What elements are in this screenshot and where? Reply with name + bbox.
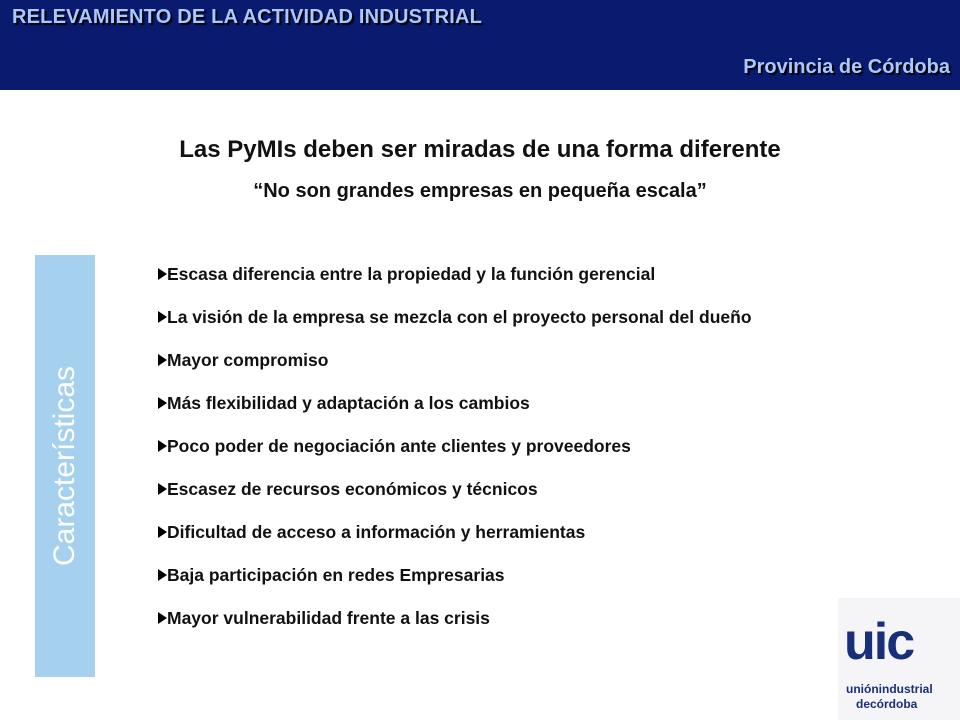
arrow-bullet-icon: [158, 354, 167, 366]
list-item: [150, 305, 870, 330]
list-item-text: Mayor compromiso: [167, 350, 329, 370]
list-item-text: Poco poder de negociación ante clientes y proveedores: [167, 436, 631, 456]
list-item: [150, 348, 870, 373]
list-item: [150, 434, 870, 459]
side-panel: [35, 255, 95, 677]
list-item: [150, 606, 870, 631]
arrow-bullet-icon: [158, 612, 167, 624]
uic-logo: [838, 598, 960, 720]
logo-line-2: decórdoba: [856, 697, 918, 711]
list-item: [150, 477, 870, 502]
list-item: [150, 391, 870, 416]
page-subtitle: “No son grandes empresas en pequeña escala”: [253, 180, 707, 202]
header-title: RELEVAMIENTO DE LA ACTIVIDAD INDUSTRIAL: [12, 6, 483, 28]
characteristics-list: [150, 262, 870, 649]
list-item-text: Baja participación en redes Empresarias: [167, 565, 505, 585]
arrow-bullet-icon: [158, 526, 167, 538]
list-item: [150, 563, 870, 588]
side-label: Características: [48, 365, 81, 567]
arrow-bullet-icon: [158, 397, 167, 409]
logo-mark: uic: [844, 613, 914, 671]
logo-line-1: uniónindustrial: [846, 682, 933, 696]
arrow-bullet-icon: [158, 569, 167, 581]
header-subtitle: Provincia de Córdoba: [743, 56, 950, 78]
list-item-text: Más flexibilidad y adaptación a los cambios: [167, 393, 530, 413]
page-title: Las PyMIs deben ser miradas de una forma diferente: [179, 136, 781, 163]
arrow-bullet-icon: [158, 268, 167, 280]
list-item-text: Escasez de recursos económicos y técnicos: [167, 479, 538, 499]
list-item-text: Mayor vulnerabilidad frente a las crisis: [167, 608, 490, 628]
list-item-text: Dificultad de acceso a información y herramientas: [167, 522, 586, 542]
list-item-text: Escasa diferencia entre la propiedad y la función gerencial: [167, 264, 656, 284]
arrow-bullet-icon: [158, 483, 167, 495]
list-item: [150, 262, 870, 287]
arrow-bullet-icon: [158, 440, 167, 452]
list-item: [150, 520, 870, 545]
arrow-bullet-icon: [158, 311, 167, 323]
list-item-text: La visión de la empresa se mezcla con el proyecto personal del dueño: [167, 307, 752, 327]
header-bar: [0, 0, 960, 90]
